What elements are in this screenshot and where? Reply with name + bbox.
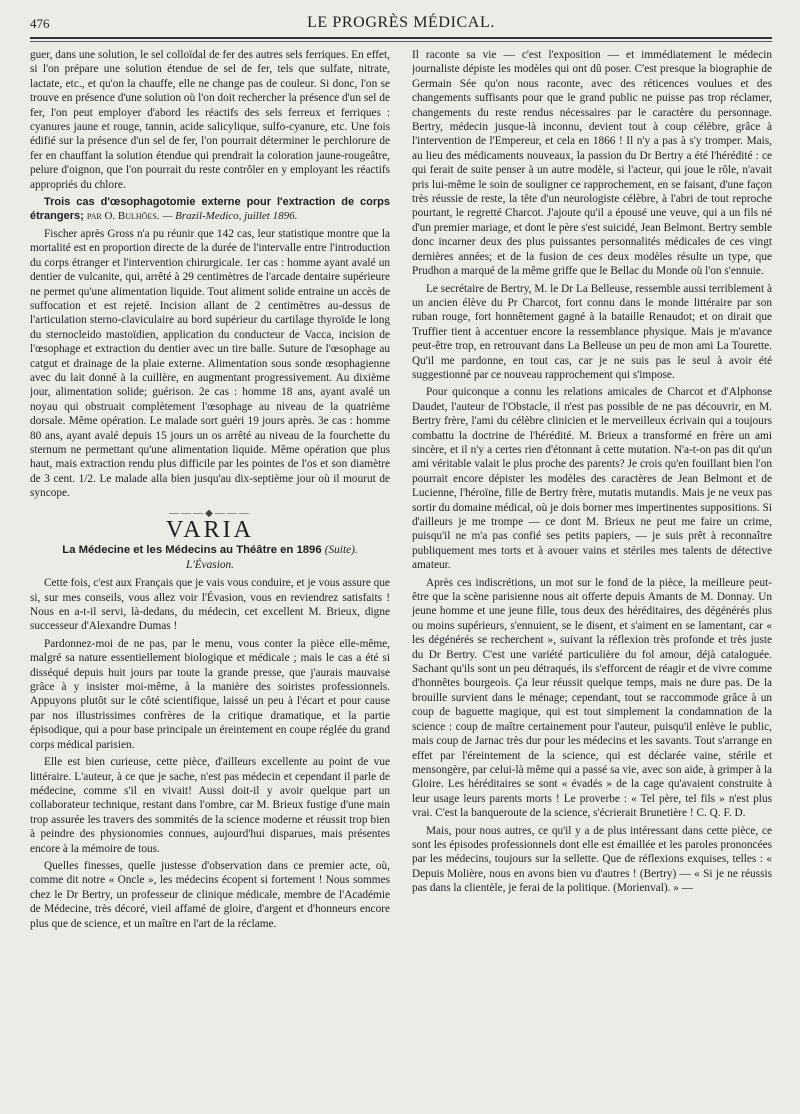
left-column <box>30 48 390 1108</box>
page-number: 476 <box>30 16 50 31</box>
paragraph: guer, dans une solution, le sel colloïdal de fer des autres sels ferriques. En effet, si l'on prépare une solution étendue de sel de fer, tels que sulfate, nitrate, lactate, etc., et qu'on la chauffe, elle ne change pas de couleur. Si donc, l'on se trouve en présence d'une solution où l'on doit rechercher la présence d'un sel de fer, l'on peut employer d'abord les réactifs des sels ferreux et ferriques : cyanures jaune et rouge, tannin, acide salicylique, sulfo-cyanure, etc. Une fois édifié sur la présence d'un sel de fer, l'on pourrait déterminer le perchlorure de fer en chauffant la solution étendue qui prendrait la coloration jaune-rougeâtre, pelure d'oignon, que l'on pourrait du reste contrôler en y employant les réactifs appropriés du chlore. <box>30 49 390 191</box>
paragraph: Pardonnez-moi de ne pas, par le menu, vous conter la pièce elle-même, malgré sa nature essentiellement biologique et médicale ; mais le cas a été si disséqué depuis huit jours par toute la grande presse, que j'aurais mauvaise grâce à y insister moi-même, à la manière des soiristes professionnels. Appuyons plutôt sur le côté scientifique, laissé un peu à l'écart et pour cause par nos illustrissimes confrères de la critique dramatique, et la partie épisodique, qui a pour base principale un éreintement en coupe réglée du grand corps médical parisien. <box>30 637 390 751</box>
paragraph: Mais, pour nous autres, ce qu'il y a de plus intéressant dans cette pièce, ce sont les épisodes professionnels dont elle est émaillée et les paroles prononcées par les médecins, toujours sur la sellette. Que de réflexions exquises, telles : « Depuis Molière, nous en avons bien vu d'autres ! (Bertry) — « Si je ne réussis pas dans la clientèle, je ferai de la politique. (Morienval). » — <box>412 824 772 895</box>
paragraph: Pour quiconque a connu les relations amicales de Charcot et d'Alphonse Daudet, l'auteur de l'Obstacle, il n'est pas possible de ne pas découvrir, en M. Bertry frère, l'ami du célèbre clinicien et le merveilleux écrivain qui a toujours combattu la doctrine de l'hérédité. M. Brieux a transformé en frère un ami sincère, et il n'y a certes rien d'étonnant à cette mutation. N'a-t-on pas dit qu'un ami véritable valait le plus proche des parents? Je crois qu'en fouillant bien l'on pourrait encore dépister les modèles des caractères de Jean Belmont et de Lucienne, l'héroïne, fille de Bertry frère, mutatis mutandis. Mais je ne veux pas sortir du domaine médical, où je dois borner mes impertinentes suppositions. Si d'ailleurs je me trompe — ce dont M. Brieux ne peut me faire un crime, puisqu'il ne m'a pas confié ses petits papiers, — je suis prêt à reconnaître publiquement mes torts et à avouer vains et stériles mes talents de détective amateur. <box>412 386 772 572</box>
paragraph: Elle est bien curieuse, cette pièce, d'ailleurs excellente au point de vue littéraire. L'auteur, à ce que je sache, n'est pas médecin et cependant il parle de médecine, comme s'il en vivait! Aussi doit-il y avoir quelque part un collaborateur technique, restant dans l'ombre, car M. Brieux fustige d'une main trop assurée les travers des sommités de la science moderne et réussit trop bien à peindre des physionomies connues, aujourd'hui disparues, mais présentes encore à la mémoire de tous. <box>30 756 390 855</box>
paragraph: Cette fois, c'est aux Français que je vais vous conduire, et je vous assure que si, sur mes conseils, vous allez voir l'Évasion, vous en reviendrez satisfaits ! Nous en a-t-il servi, là-dedans, du médecin, cet excellent M. Brieux, digne successeur d'Alexandre Dumas ! <box>30 577 390 633</box>
article-source: — Brazil-Medico, juillet 1896. <box>162 210 298 223</box>
article-author: par O. Bulhões. <box>86 210 160 223</box>
header-rule-thin <box>30 41 772 42</box>
journal-title: LE PROGRÈS MÉDICAL. <box>307 14 495 31</box>
section-title <box>30 543 390 557</box>
right-column <box>412 48 772 1108</box>
section-suite: (Suite). <box>324 544 358 557</box>
section-title-text: La Médecine et les Médecins au Théâtre en 1896 <box>62 544 322 557</box>
paragraph: Fischer après Gross n'a pu réunir que 142 cas, leur statistique montre que la mortalité est en proportion directe de la durée de l'intervalle entre l'introduction du corps étranger et l'intervention chirurgicale. 1er cas : homme ayant avalé un dentier de vulcanite, qui, arrêté à 29 centimètres de l'arcade dentaire supérieure ne permet qu'une alimentation liquide. Tout aliment solide entraine un accès de suffocation et est rejeté. Incision allant de 2 centimètres au-dessus de l'articulation sterno-claviculaire au bord supérieur du cartilage thyroïde le long du sternocleido mastoïdien, application du conducteur de Vacca, incision de l'œsophage et extraction du dentier avec un tire balle. Suture de l'œsophage au catgut et drainage de la plaie externe. Alimentation sous sonde œsophagienne avec du lait donné à la cuillère, en augmentant progressivement. Au dixième jour, alimentation solide; guérison. 2e cas : homme 18 ans, ayant avalé un noyau qui obstruait complètement l'œsophage au niveau de la quatrième dorsale. Même opération. Le malade sort guéri 19 jours après. 3e cas : homme 80 ans, ayant avalé depuis 15 jours un os arrêté au niveau de la fourchette du sternum ne permettant qu'une alimentation liquide. Même opération que plus haut, mais extraction rendu plus difficile par les pointes de l'os et son diamètre de 3 cent. 1/2. Le malade alla bien jusqu'au dix-septième jour où il mourut de syncope. <box>30 227 390 500</box>
header-rule-thick <box>30 37 772 39</box>
text-columns <box>30 48 772 1108</box>
running-header <box>30 14 772 36</box>
section-divider: ———◆——— <box>169 507 251 519</box>
paragraph: Quelles finesses, quelle justesse d'observation dans ce premier acte, où, comme dit notre « Oncle », les médecins écopent si fortement ! Nous sommes chez le Dr Bertry, un professeur de clinique médicale, membre de l'Académie de Médecine, très décoré, vieil affamé de gloire, d'argent et d'honneurs encore plus que de science, et un maître en l'art de la réclame. <box>30 859 390 930</box>
paragraph: Il raconte sa vie — c'est l'exposition — et immédiatement le médecin journaliste dépiste les modèles qui ont dû poser. C'est presque la biographie de Germain Sée qu'on nous raconte, avec des réticences voulues et des changements suffisants pour que le grand public ne puisse pas trop réclamer, changements du reste rendus nécessaires par le caractère du personnage. Bertry, médecin jusque-là inconnu, devient tout à coup célèbre, grâce à l'intervention de l'Empereur, et cela en 1866 ! Il n'y a pas à s'y tromper. Mais, au lieu des médicaments nouveaux, la passion du Dr Bertry a été l'hérédité : ce qui ferait de suite penser à un autre modèle, si l'acteur, qui joue le rôle, n'avait pris lui-même le soin de souligner ce rapprochement, en se faisant, d'une façon très réussie de reste, la tête d'un neurologiste célèbre, à l'abri de tout reproche pourtant, le regretté Charcot. J'ajoute qu'il a épousé une veuve, qui a un fils né d'un premier mariage, et dont le père s'est suicidé, Jean Belmont. Bertry semble donc incarner deux des plus puissantes personnalités médicales de ces vingt dernières années; et de la fusion de ces deux modèles résulte un type, que Prudhon a marqué de la même griffe que le Bellac du Monde où l'on s'ennuie. <box>412 49 772 278</box>
article-title-text: Trois cas d'œsophagotomie externe pour l'extraction de corps étrangers; <box>30 196 390 223</box>
section-subtitle: L'Évasion. <box>186 558 234 571</box>
article-title <box>30 195 390 224</box>
paragraph: Après ces indiscrétions, un mot sur le fond de la pièce, la meilleure peut-être que la scène parisienne nous ait offerte depuis Amants de M. Donnay. Un jeune homme et une jeune fille, tous deux des héréditaires, des dégénérés plus ou moins supérieurs, s'ennuient, se le disent, et s'aiment en se lamentant, car « les dégénérés se recherchent », suivant la réflexion très profonde et très juste du Dr Bertry. C'est une variété particulière du fol amour, déjà cataloguée. Sachant qu'ils sont un peu détraqués, ils s'efforcent de réagir et de vivre comme d'honnêtes bourgeois. Ça leur réussit quelque temps, mais ne dure pas. De la brouille survient dans le ménage; cependant, tout se raccommode grâce à un coup de baguette magique, qui est tout simplement la condamnation de la science : coup de maître certainement pour l'auteur, puisqu'il enlève le public, mais coup de Jarnac très dur pour les médecins et les savants. Tout s'arrange en effet par l'éreintement de la science, qui est déclarée vaine, stérile et mensongère, par celui-là même qui a passé sa vie, avec son aide, à grimper à la Gloire. Les héréditaires se sont « évadés » de la cage qu'avaient construite à leur usage leurs parents morts ! Le proverbe : « Tel père, tel fils » n'est plus vrai. C'est la banqueroute de la science, s'écrierait Brunetière ! C. Q. F. D. <box>412 576 772 820</box>
paragraph: Le secrétaire de Bertry, M. le Dr La Belleuse, ressemble aussi terriblement à un ancien élève du Pr Charcot, fort connu dans le monde littéraire par son ruban rouge, fort honnêtement gagné à la bataille Renaudot; et on dirait que Truffier tient à accentuer encore la ressemblance physique. Mais je m'avance peut-être trop, en retrouvant dans La Belleuse un peu de mon ami La Tourette. Qu'il me pardonne, en tout cas, car je ne suis pas le seul à avoir été suggestionné par ce nouveau rapprochement qui s'impose. <box>412 282 772 381</box>
varia-heading: VARIA <box>166 517 254 543</box>
